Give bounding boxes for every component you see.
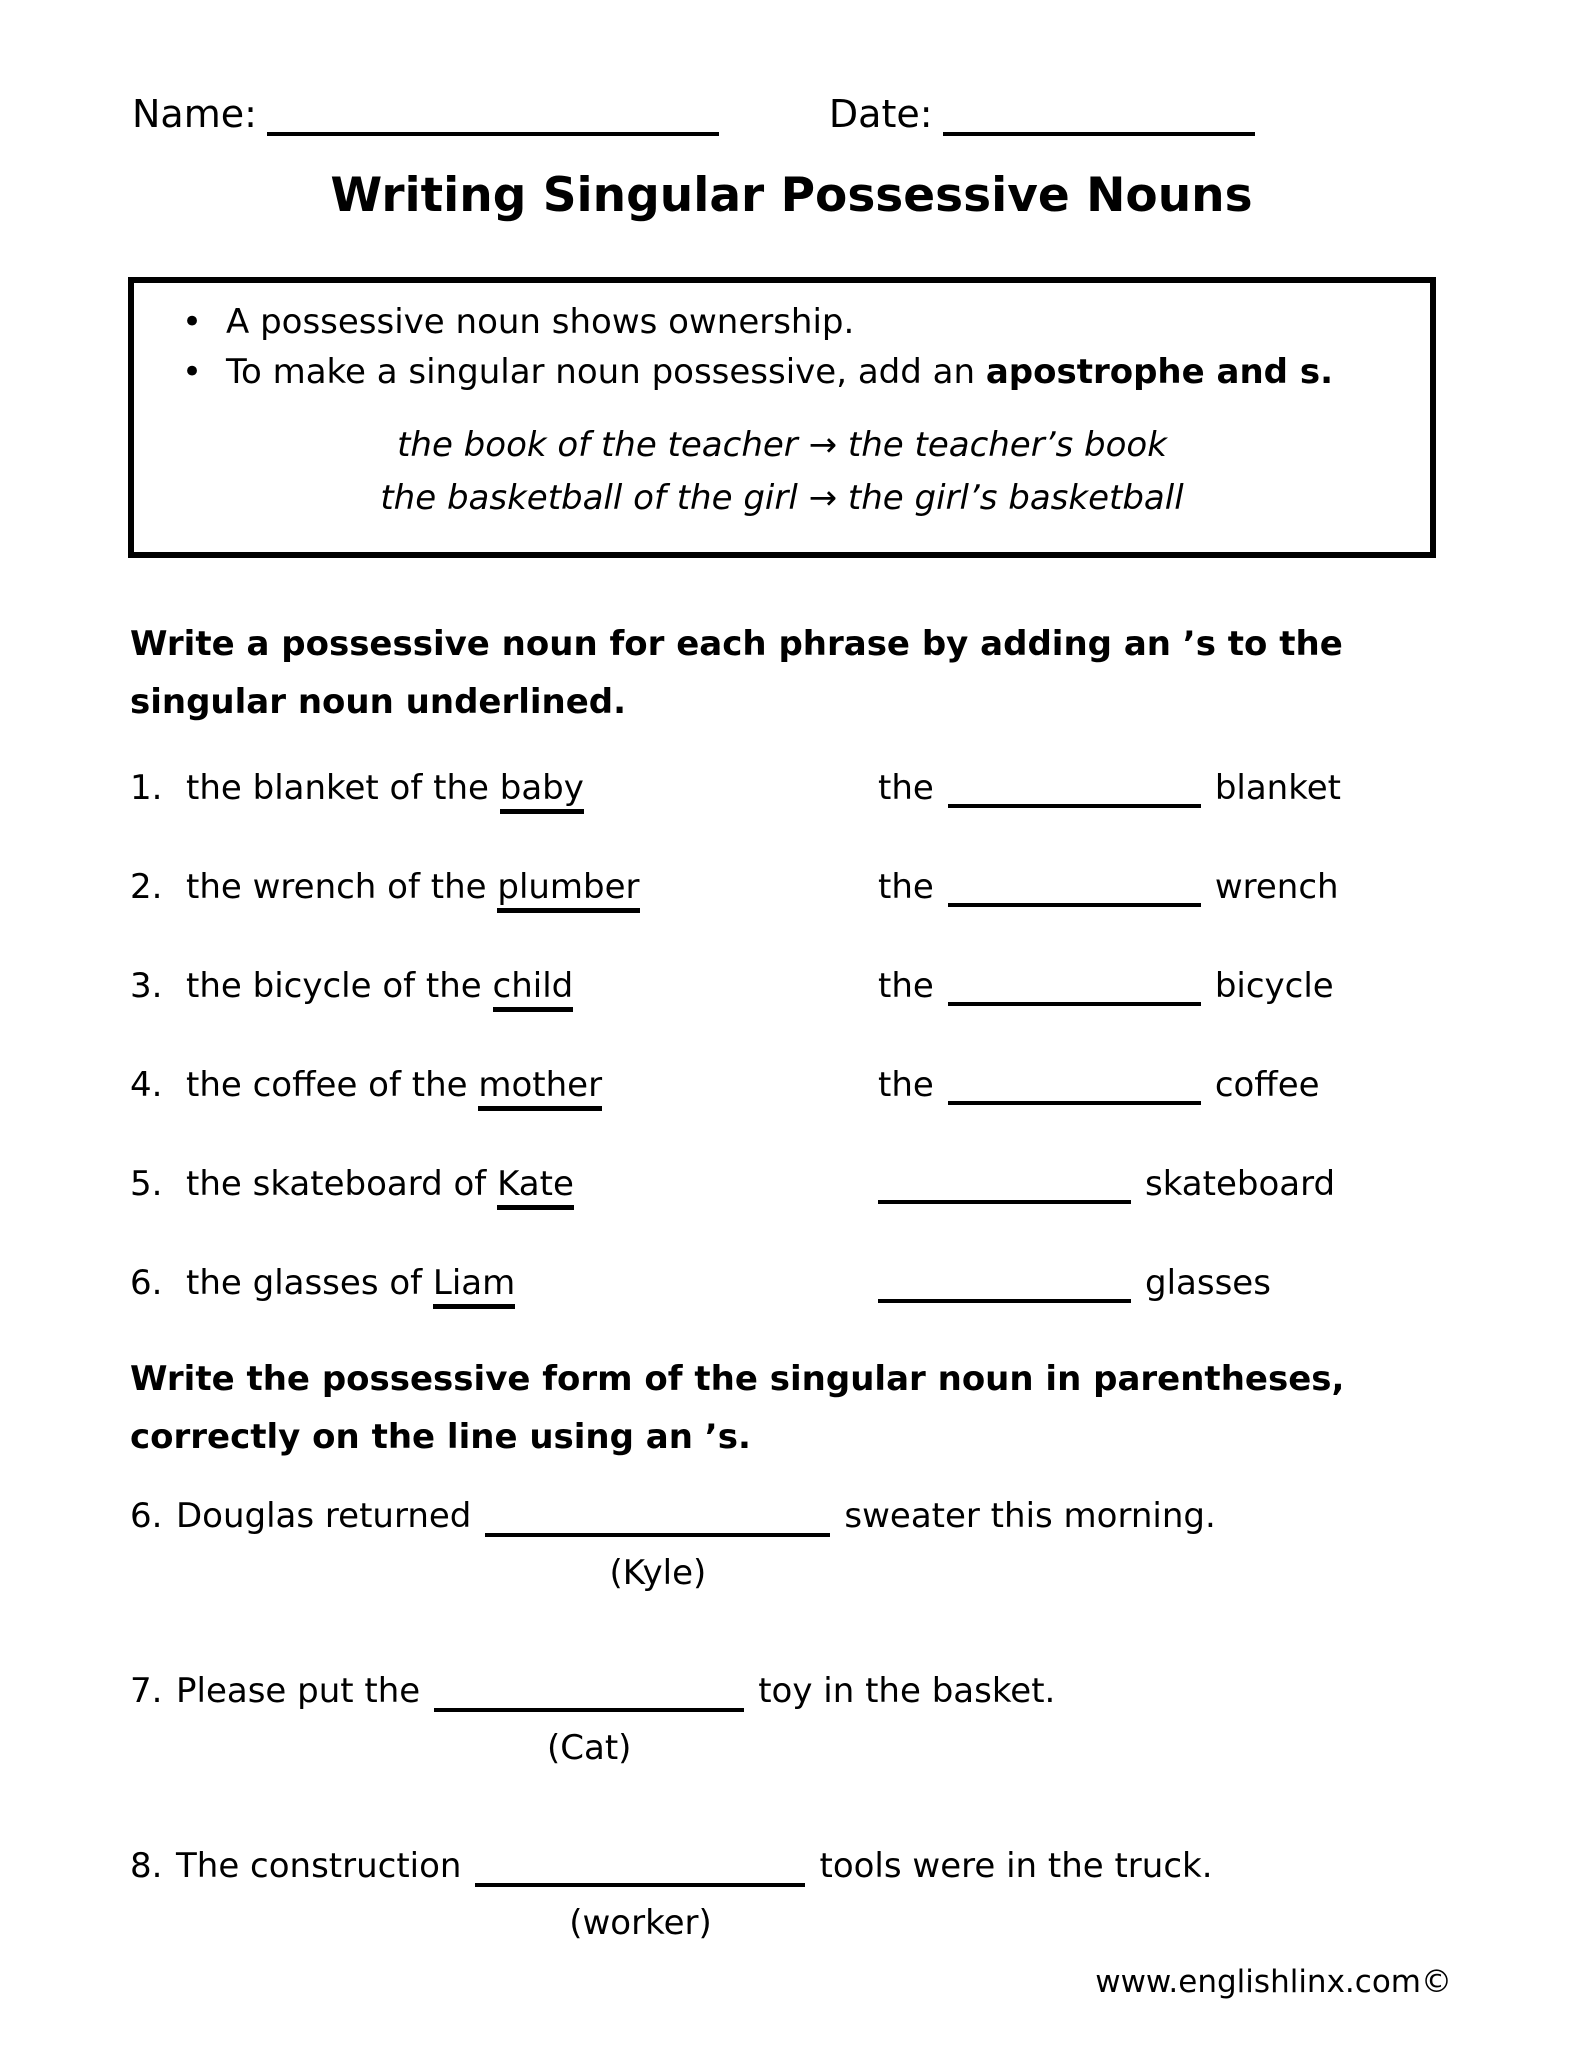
date-blank-line: [943, 102, 1255, 136]
fill-blank: [475, 1851, 805, 1943]
answer-area: [878, 867, 1493, 909]
underlined-noun: mother: [478, 1065, 602, 1111]
paren-hint: (Cat): [547, 1728, 632, 1768]
exercise-row: [130, 1164, 1493, 1206]
exercise-row: [130, 768, 1493, 810]
answer-blank-line: [878, 1170, 1131, 1204]
sentence-before: The construction: [176, 1846, 462, 1886]
phrase-lead: the glasses of: [186, 1263, 423, 1303]
item-number: 8.: [130, 1846, 163, 1886]
footer-site-text: www.englishlinx.com©: [1095, 1964, 1452, 2000]
answer-blank-line: [878, 1269, 1131, 1303]
phrase-lead: the coffee of the: [186, 1065, 468, 1105]
phrase-text: [186, 966, 878, 1008]
underlined-noun: child: [493, 966, 574, 1012]
rules-box: [128, 277, 1436, 558]
answer-suffix: blanket: [1214, 768, 1341, 808]
section1-instructions: Write a possessive noun for each phrase by adding an ’s to the singular noun underlined.: [130, 624, 1343, 722]
example-line: the basketball of the girl → the girl’s basketball: [380, 478, 1184, 518]
rule-text-normal: To make a singular noun possessive, add an: [226, 352, 986, 392]
sentence-after: toy in the basket.: [758, 1671, 1056, 1711]
phrase-text: [186, 867, 878, 909]
answer-area: [878, 1263, 1493, 1305]
rules-list: [134, 283, 1430, 397]
sentence-before: Please put the: [176, 1671, 421, 1711]
underlined-noun: plumber: [497, 867, 639, 913]
date-label: Date:: [828, 92, 933, 136]
phrase-lead: the bicycle of the: [186, 966, 482, 1006]
underlined-noun: Kate: [497, 1164, 574, 1210]
answer-area: [878, 1164, 1493, 1206]
answer-prefix: the: [878, 1065, 934, 1105]
sentence-before: Douglas returned: [176, 1496, 472, 1536]
answer-suffix: bicycle: [1214, 966, 1334, 1006]
fill-blank: [485, 1501, 830, 1593]
item-number: 5.: [130, 1164, 163, 1204]
underlined-noun: baby: [500, 768, 584, 814]
examples-block: [134, 419, 1430, 525]
exercise-row: [130, 1263, 1493, 1305]
phrase-text: [186, 768, 878, 810]
answer-area: [878, 966, 1493, 1008]
exercise-row: [130, 966, 1493, 1008]
fill-blank-line: [485, 1501, 830, 1537]
item-number: 2.: [130, 867, 163, 907]
exercise-list: [130, 768, 1493, 1362]
phrase-text: [186, 1164, 878, 1206]
phrase-lead: the skateboard of: [186, 1164, 487, 1204]
rule-text-bold: apostrophe and s.: [985, 352, 1333, 392]
answer-prefix: the: [878, 867, 934, 907]
worksheet-title: Writing Singular Possessive Nouns: [330, 168, 1253, 223]
rule-item: • A possessive noun shows ownership.: [182, 297, 1400, 347]
fill-blank-line: [434, 1676, 744, 1712]
paren-hint: (worker): [569, 1903, 712, 1943]
item-number: 3.: [130, 966, 163, 1006]
paren-hint: (Kyle): [609, 1553, 707, 1593]
answer-prefix: the: [878, 768, 934, 808]
answer-area: [878, 768, 1493, 810]
name-label: Name:: [132, 92, 257, 136]
header-fields: [132, 92, 1443, 136]
item-number: 7.: [130, 1671, 163, 1711]
section2-instructions: Write the possessive form of the singular noun in parentheses, correctly on the line using an ’s.: [130, 1359, 1345, 1457]
phrase-lead: the blanket of the: [186, 768, 489, 808]
exercise-row: [130, 1065, 1493, 1107]
answer-suffix: coffee: [1214, 1065, 1320, 1105]
answer-prefix: the: [878, 966, 934, 1006]
answer-blank-line: [948, 972, 1201, 1006]
answer-blank-line: [948, 774, 1201, 808]
item-number: 6.: [130, 1496, 163, 1536]
sentence-row: [130, 1671, 1523, 1781]
fill-blank: [434, 1676, 744, 1768]
answer-suffix: skateboard: [1145, 1164, 1336, 1204]
item-number: 6.: [130, 1263, 163, 1303]
underlined-noun: Liam: [433, 1263, 515, 1309]
answer-blank-line: [948, 1071, 1201, 1105]
answer-suffix: glasses: [1145, 1263, 1271, 1303]
fill-blank-line: [475, 1851, 805, 1887]
phrase-text: [186, 1263, 878, 1305]
sentence-row: [130, 1846, 1523, 1956]
item-number: 4.: [130, 1065, 163, 1105]
sentence-row: [130, 1496, 1523, 1606]
sentence-after: sweater this morning.: [844, 1496, 1216, 1536]
answer-suffix: wrench: [1214, 867, 1339, 907]
rule-item: [182, 347, 1400, 397]
example-line: the book of the teacher → the teacher’s book: [397, 425, 1167, 465]
exercise-row: [130, 867, 1493, 909]
item-number: 1.: [130, 768, 163, 808]
answer-blank-line: [948, 873, 1201, 907]
sentence-after: tools were in the truck.: [819, 1846, 1213, 1886]
phrase-text: [186, 1065, 878, 1107]
answer-area: [878, 1065, 1493, 1107]
name-blank-line: [267, 102, 719, 136]
phrase-lead: the wrench of the: [186, 867, 487, 907]
sentence-list: [130, 1496, 1523, 2021]
